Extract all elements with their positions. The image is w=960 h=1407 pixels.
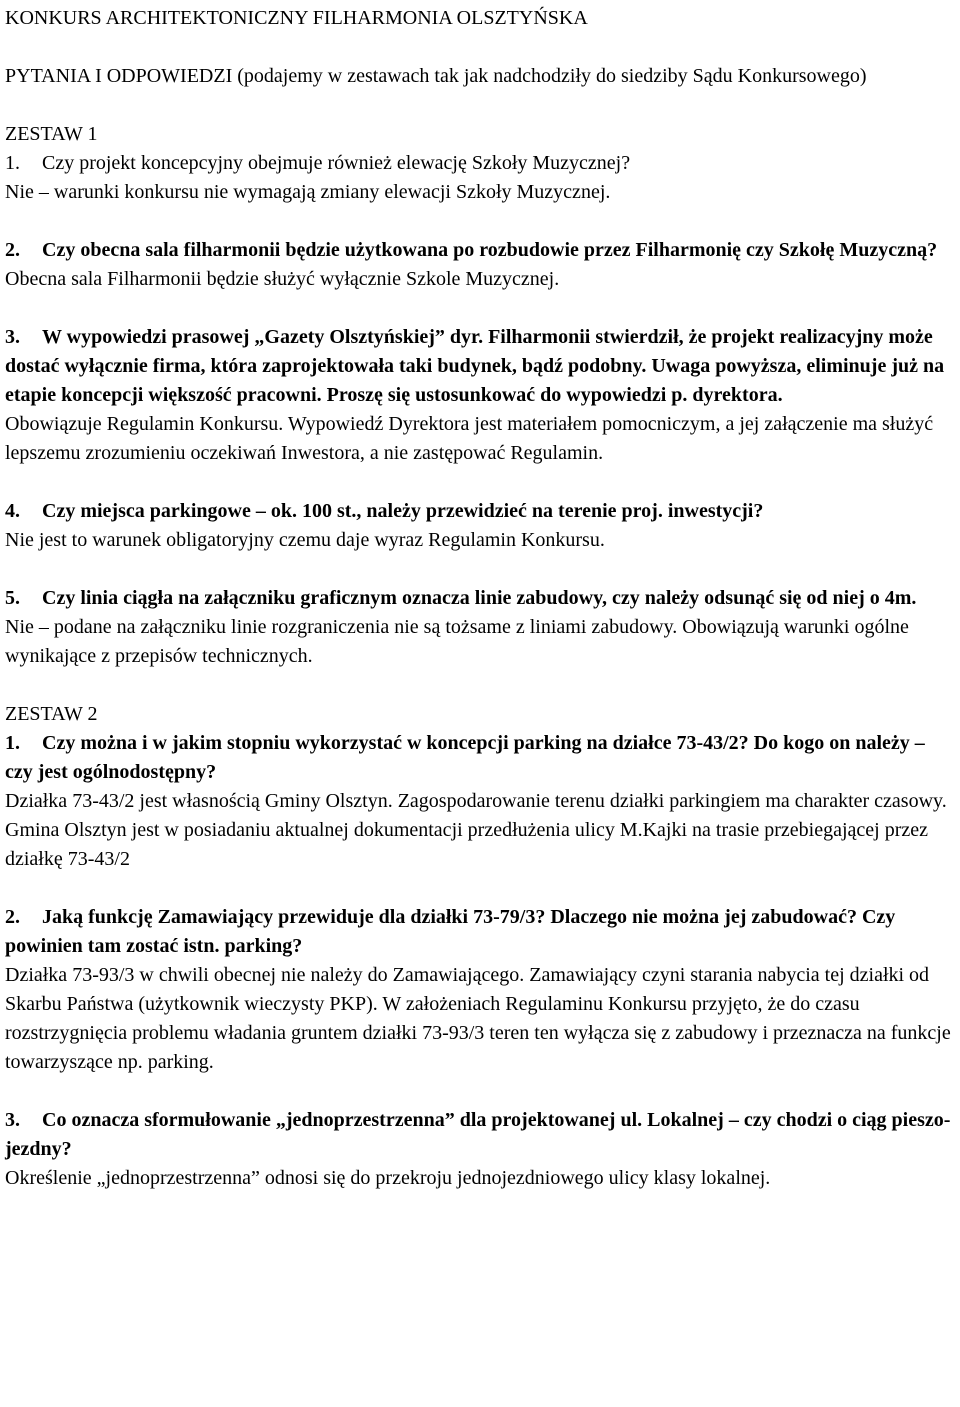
spacer	[5, 91, 952, 120]
set-2-heading: ZESTAW 2	[5, 703, 98, 725]
spacer	[5, 33, 952, 62]
document-title: KONKURS ARCHITEKTONICZNY FILHARMONIA OLSZTYŃSKA	[5, 7, 588, 29]
set-1-heading: ZESTAW 1	[5, 123, 98, 145]
set-1-answer-1: Nie – warunki konkursu nie wymagają zmiany elewacji Szkoły Muzycznej.	[5, 181, 611, 203]
set-1-question-4: 4. Czy miejsca parkingowe – ok. 100 st., należy przewidzieć na terenie proj. inwestycji?	[5, 500, 764, 522]
set-1-answer-2: Obecna sala Filharmonii będzie służyć wyłącznie Szkole Muzycznej.	[5, 268, 560, 290]
set-1-question-1: 1. Czy projekt koncepcyjny obejmuje również elewację Szkoły Muzycznej?	[5, 152, 631, 174]
spacer	[5, 555, 952, 584]
spacer	[5, 671, 952, 700]
set-1-answer-5: Nie – podane na załączniku linie rozgraniczenia nie są tożsame z liniami zabudowy. Obowiązują warunki ogólne wynikające z przepisów technicznych.	[5, 616, 909, 667]
set-2-question-1: 1. Czy można i w jakim stopniu wykorzystać w koncepcji parking na działce 73-43/2? Do kogo on należy – czy jest ogólnodostępny?	[5, 732, 925, 783]
set-2-answer-3: Określenie „jednoprzestrzenna” odnosi się do przekroju jednojezdniowego ulicy klasy lokalnej.	[5, 1167, 771, 1189]
set-2-question-3: 3. Co oznacza sformułowanie „jednoprzestrzenna” dla projektowanej ul. Lokalnej – czy chodzi o ciąg pieszo-jezdny?	[5, 1109, 951, 1160]
spacer	[5, 1077, 952, 1106]
set-1-question-3: 3. W wypowiedzi prasowej „Gazety Olsztyńskiej” dyr. Filharmonii stwierdził, że projekt realizacyjny może dostać wyłącznie firma, która zaprojektowała taki budynek, bądź podobny. Uwaga powyższa, eliminuje już na etapie koncepcji większość pracowni. Proszę się ustosunkować do wypowiedzi p. dyrektora.	[5, 326, 945, 406]
set-2-answer-2: Działka 73-93/3 w chwili obecnej nie należy do Zamawiającego. Zamawiający czyni starania nabycia tej działki od Skarbu Państwa (użytkownik wieczysty PKP). W założeniach Regulaminu Konkursu przyjęto, że do czasu rozstrzygnięcia problemu władania gruntem działki 73-93/3 teren ten wyłącza się z zabudowy i przeznacza na funkcje towarzyszące np. parking.	[5, 964, 951, 1073]
set-1-answer-3: Obowiązuje Regulamin Konkursu. Wypowiedź Dyrektora jest materiałem pomocniczym, a jej załączenie ma służyć lepszemu zrozumieniu oczekiwań Inwestora, a nie zastępować Regulamin.	[5, 413, 934, 464]
spacer	[5, 874, 952, 903]
spacer	[5, 294, 952, 323]
document-subtitle: PYTANIA I ODPOWIEDZI (podajemy w zestawach tak jak nadchodziły do siedziby Sądu Konkursowego)	[5, 65, 867, 87]
spacer	[5, 207, 952, 236]
spacer	[5, 468, 952, 497]
set-2-answer-1: Działka 73-43/2 jest własnością Gminy Olsztyn. Zagospodarowanie terenu działki parkingiem ma charakter czasowy. Gmina Olsztyn jest w posiadaniu aktualnej dokumentacji przedłużenia ulicy M.Kajki na trasie przebiegającej przez działkę 73-43/2	[5, 790, 947, 870]
set-1-answer-4: Nie jest to warunek obligatoryjny czemu daje wyraz Regulamin Konkursu.	[5, 529, 605, 551]
set-2-question-2: 2. Jaką funkcję Zamawiający przewiduje dla działki 73-79/3? Dlaczego nie można jej zabudować? Czy powinien tam zostać istn. parking?	[5, 906, 896, 957]
set-1-question-5: 5. Czy linia ciągła na załączniku graficznym oznacza linie zabudowy, czy należy odsunąć się od niej o 4m.	[5, 587, 917, 609]
set-1-question-2: 2. Czy obecna sala filharmonii będzie użytkowana po rozbudowie przez Filharmonię czy Szkołę Muzyczną?	[5, 239, 938, 261]
